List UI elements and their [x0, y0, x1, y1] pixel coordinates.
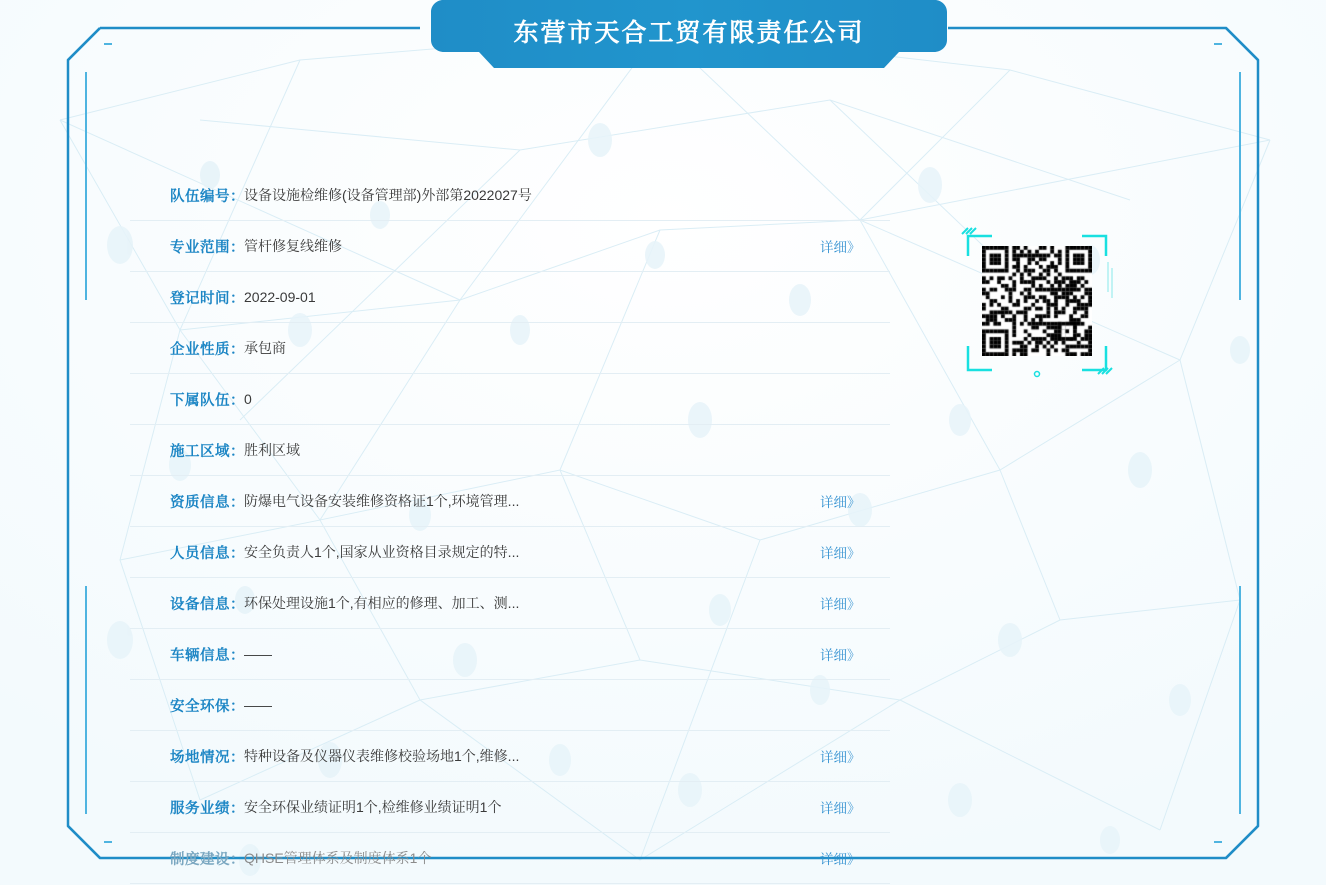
- detail-link[interactable]: 详细》: [820, 801, 861, 816]
- page-title: 东营市天合工贸有限责任公司: [513, 19, 865, 47]
- row-value: 胜利区域: [244, 442, 300, 458]
- table-row: [130, 731, 890, 782]
- table-row: [130, 323, 890, 374]
- table-row: [130, 629, 890, 680]
- row-colon: ：: [230, 494, 245, 511]
- table-row: [130, 170, 890, 221]
- detail-link[interactable]: 详细》: [820, 495, 861, 510]
- row-colon: ：: [230, 596, 245, 613]
- company-qr-code[interactable]: [958, 222, 1116, 380]
- table-row: [130, 527, 890, 578]
- table-row: [130, 221, 890, 272]
- row-colon: ：: [230, 392, 245, 409]
- row-colon: ：: [230, 698, 245, 715]
- row-value: 特种设备及仪器仪表维修校验场地1个,维修...: [244, 748, 520, 764]
- row-colon: ：: [230, 188, 245, 205]
- table-row: [130, 272, 890, 323]
- table-row: [130, 833, 890, 884]
- row-colon: ：: [230, 800, 245, 817]
- table-row: [130, 578, 890, 629]
- row-value: ——: [244, 646, 272, 662]
- row-label: 队伍编号: [170, 188, 230, 205]
- row-label: 车辆信息: [170, 647, 230, 664]
- table-row: [130, 680, 890, 731]
- row-value: 2022-09-01: [244, 289, 316, 305]
- row-label: 登记时间: [170, 290, 230, 307]
- row-value: 承包商: [244, 340, 286, 356]
- row-colon: ：: [230, 647, 245, 664]
- row-value: 安全环保业绩证明1个,检维修业绩证明1个: [244, 799, 502, 815]
- qr-code-image: [982, 246, 1092, 356]
- row-value: 安全负责人1个,国家从业资格目录规定的特...: [244, 544, 520, 560]
- row-label: 下属队伍: [170, 392, 230, 409]
- row-label: 资质信息: [170, 494, 230, 511]
- table-row: [130, 476, 890, 527]
- row-label: 企业性质: [170, 341, 230, 358]
- row-value: QHSE管理体系及制度体系1个: [244, 850, 432, 866]
- row-colon: ：: [230, 749, 245, 766]
- detail-link[interactable]: 详细》: [820, 546, 861, 561]
- row-colon: ：: [230, 290, 245, 307]
- detail-link[interactable]: 详细》: [820, 750, 861, 765]
- row-colon: ：: [230, 545, 245, 562]
- row-value: 0: [244, 391, 252, 407]
- row-label: 专业范围: [170, 239, 230, 256]
- table-row: [130, 374, 890, 425]
- table-row: [130, 425, 890, 476]
- row-colon: ：: [230, 341, 245, 358]
- row-value: 防爆电气设备安装维修资格证1个,环境管理...: [244, 493, 520, 509]
- row-label: 设备信息: [170, 596, 230, 613]
- title-banner: [429, 0, 949, 70]
- detail-link[interactable]: 详细》: [820, 648, 861, 663]
- row-value: 管杆修复线维修: [244, 238, 342, 254]
- row-colon: ：: [230, 851, 245, 868]
- table-row: [130, 782, 890, 833]
- row-label: 制度建设: [170, 851, 230, 868]
- row-label: 服务业绩: [170, 800, 230, 817]
- row-label: 场地情况: [170, 749, 230, 766]
- row-colon: ：: [230, 239, 245, 256]
- detail-link[interactable]: 详细》: [820, 852, 861, 867]
- row-label: 安全环保: [170, 698, 230, 715]
- row-value: 设备设施检维修(设备管理部)外部第2022027号: [244, 187, 532, 203]
- detail-link[interactable]: 详细》: [820, 240, 861, 255]
- company-info-table: [130, 170, 890, 884]
- row-value: ——: [244, 697, 272, 713]
- row-label: 人员信息: [170, 545, 230, 562]
- row-label: 施工区域: [170, 443, 230, 460]
- row-value: 环保处理设施1个,有相应的修理、加工、测...: [244, 595, 520, 611]
- detail-link[interactable]: 详细》: [820, 597, 861, 612]
- row-colon: ：: [230, 443, 245, 460]
